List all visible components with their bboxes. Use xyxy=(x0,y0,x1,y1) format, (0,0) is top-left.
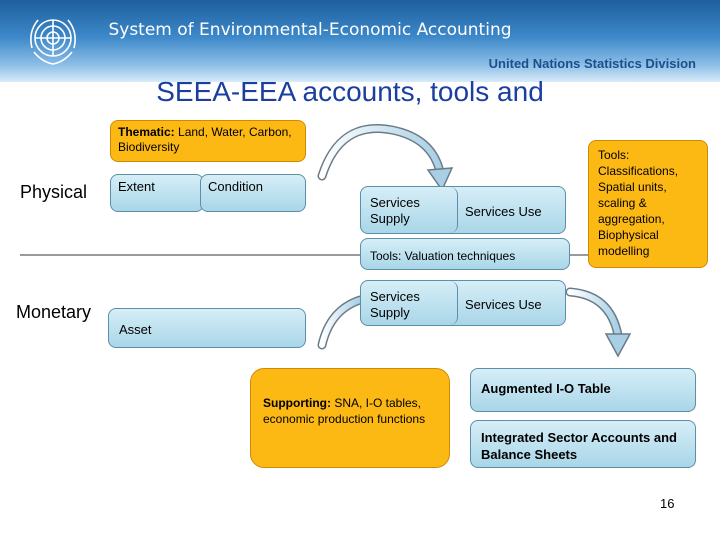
extent-box xyxy=(110,174,204,212)
physical-services-box xyxy=(360,186,566,234)
asset-label: Asset xyxy=(119,322,152,337)
header-title: System of Environmental-Economic Accounting xyxy=(108,20,512,40)
page-number: 16 xyxy=(660,496,675,511)
services-use-physical: Services Use xyxy=(465,204,542,219)
services-use-monetary: Services Use xyxy=(465,297,542,312)
valuation-text: : Valuation techniques xyxy=(398,249,516,263)
thematic-box xyxy=(110,120,306,162)
tools-label: Tools xyxy=(598,148,627,162)
condition-label: Condition xyxy=(208,179,263,194)
asset-box xyxy=(108,308,306,348)
thematic-label: Thematic: xyxy=(118,125,175,139)
tools-text: : Classifications, Spatial units, scaling & aggregation, Biophysical modelling xyxy=(598,148,679,258)
valuation-tools-box xyxy=(360,238,570,270)
monetary-services-box xyxy=(360,280,566,326)
curved-arrow-right-head xyxy=(606,334,630,356)
condition-box xyxy=(200,174,306,212)
extent-label: Extent xyxy=(118,179,155,194)
services-supply-monetary: Services Supply xyxy=(370,289,420,320)
slide-title: SEEA-EEA accounts, tools and xyxy=(156,76,544,107)
row-label-monetary: Monetary xyxy=(16,302,92,322)
tools-box xyxy=(588,140,708,268)
services-supply-physical: Services Supply xyxy=(370,195,420,226)
integrated-sector-box xyxy=(470,420,696,468)
curved-arrow-top xyxy=(322,128,440,176)
supporting-box xyxy=(250,368,450,468)
augmented-io-label: Augmented I-O Table xyxy=(481,381,611,396)
header-division: United Nations Statistics Division xyxy=(488,56,696,71)
augmented-io-box xyxy=(470,368,696,412)
thematic-text: Land, Water, Carbon, Biodiversity xyxy=(118,125,292,154)
row-label-physical: Physical xyxy=(20,182,88,202)
supporting-text: SNA, I-O tables, economic production functions xyxy=(263,396,426,426)
valuation-label: Tools xyxy=(370,249,399,263)
integrated-sector-label: Integrated Sector Accounts and Balance Sheets xyxy=(481,430,677,462)
supporting-label: Supporting: xyxy=(263,396,331,410)
